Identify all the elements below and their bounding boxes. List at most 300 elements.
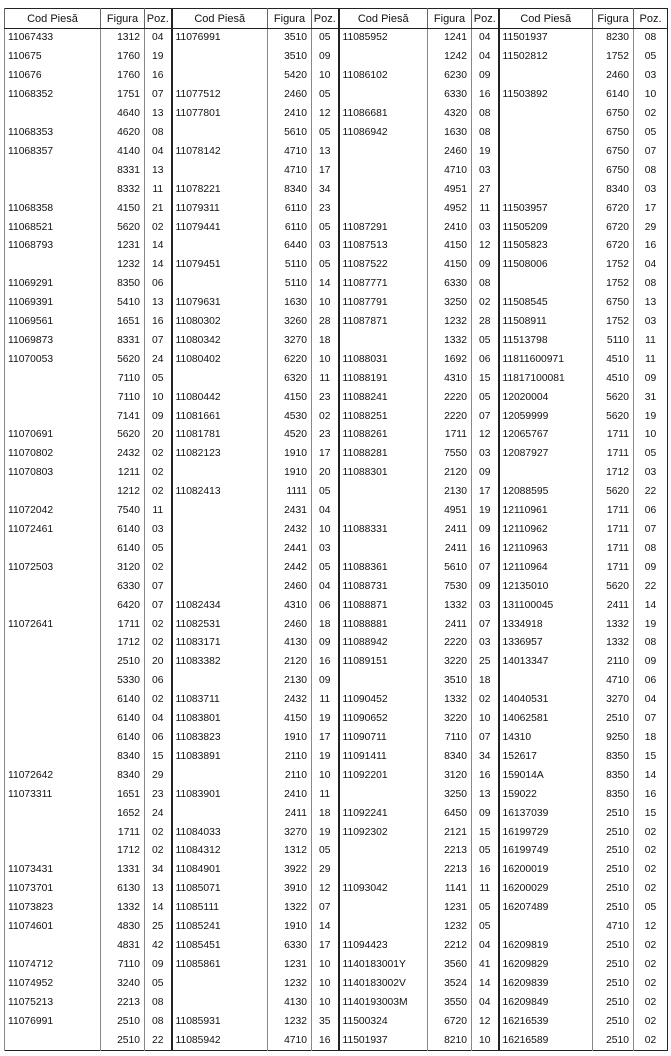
- part-code-cell: [5, 483, 101, 502]
- figure-cell: 3120: [428, 766, 472, 785]
- figure-cell: 4530: [268, 407, 312, 426]
- figure-cell: 1910: [268, 729, 312, 748]
- position-cell: 11: [312, 691, 339, 710]
- figure-cell: 3550: [428, 993, 472, 1012]
- table-row: [5, 369, 668, 388]
- position-cell: 07: [145, 577, 172, 596]
- part-code-cell: 16209819: [499, 937, 593, 956]
- part-code-cell: [339, 842, 428, 861]
- position-cell: 07: [145, 596, 172, 615]
- figure-cell: 3510: [268, 48, 312, 67]
- position-cell: 11: [634, 350, 668, 369]
- part-code-cell: 16137039: [499, 804, 593, 823]
- part-code-cell: 11068358: [5, 199, 101, 218]
- part-code-cell: [499, 464, 593, 483]
- position-cell: 28: [472, 313, 499, 332]
- position-cell: 11: [634, 332, 668, 351]
- table-row: [5, 974, 668, 993]
- position-cell: 08: [634, 275, 668, 294]
- part-code-cell: 11082531: [172, 615, 268, 634]
- position-cell: 09: [634, 558, 668, 577]
- position-cell: 10: [472, 710, 499, 729]
- position-cell: 20: [145, 653, 172, 672]
- part-code-cell: 1140183001Y: [339, 955, 428, 974]
- figure-cell: 2411: [428, 615, 472, 634]
- position-cell: 02: [312, 407, 339, 426]
- figure-cell: 2432: [101, 445, 145, 464]
- part-code-cell: 11083823: [172, 729, 268, 748]
- part-code-cell: 11508911: [499, 313, 593, 332]
- position-cell: 14: [145, 256, 172, 275]
- part-code-cell: 11088241: [339, 388, 428, 407]
- position-cell: 09: [634, 653, 668, 672]
- figure-cell: 6220: [268, 350, 312, 369]
- table-row: [5, 142, 668, 161]
- position-cell: 10: [312, 993, 339, 1012]
- part-code-cell: [499, 275, 593, 294]
- part-code-cell: 11503957: [499, 199, 593, 218]
- part-code-cell: 11082123: [172, 445, 268, 464]
- position-cell: 14: [634, 596, 668, 615]
- position-cell: 18: [472, 672, 499, 691]
- figure-cell: 2411: [428, 521, 472, 540]
- position-cell: 02: [145, 823, 172, 842]
- table-row: [5, 842, 668, 861]
- figure-cell: 2431: [268, 502, 312, 521]
- part-code-cell: 11088301: [339, 464, 428, 483]
- figure-cell: 1752: [593, 256, 634, 275]
- part-code-cell: 11068353: [5, 124, 101, 143]
- position-cell: 22: [145, 1031, 172, 1050]
- position-cell: 08: [145, 124, 172, 143]
- position-cell: 07: [472, 558, 499, 577]
- table-row: [5, 918, 668, 937]
- position-cell: 02: [634, 955, 668, 974]
- figure-cell: 5110: [268, 275, 312, 294]
- figure-cell: 1232: [428, 313, 472, 332]
- position-cell: 28: [312, 313, 339, 332]
- part-code-cell: 11069873: [5, 332, 101, 351]
- part-code-cell: 11085451: [172, 937, 268, 956]
- column-header-poz: Poz.: [145, 9, 172, 29]
- position-cell: 12: [472, 426, 499, 445]
- part-code-cell: [339, 672, 428, 691]
- position-cell: 02: [145, 634, 172, 653]
- column-header-poz: Poz.: [634, 9, 668, 29]
- position-cell: 17: [312, 161, 339, 180]
- position-cell: 03: [312, 539, 339, 558]
- position-cell: 29: [145, 766, 172, 785]
- figure-cell: 3220: [428, 710, 472, 729]
- part-code-cell: 11085241: [172, 918, 268, 937]
- part-code-cell: 12020004: [499, 388, 593, 407]
- position-cell: 17: [634, 199, 668, 218]
- table-row: [5, 558, 668, 577]
- part-code-cell: 11076991: [172, 29, 268, 48]
- figure-cell: 3250: [428, 294, 472, 313]
- part-code-cell: 16200029: [499, 880, 593, 899]
- part-code-cell: [172, 502, 268, 521]
- part-code-cell: [499, 180, 593, 199]
- part-code-cell: 11505823: [499, 237, 593, 256]
- part-code-cell: 11087771: [339, 275, 428, 294]
- part-code-cell: 11079631: [172, 294, 268, 313]
- position-cell: 04: [145, 142, 172, 161]
- figure-cell: 4952: [428, 199, 472, 218]
- table-row: [5, 710, 668, 729]
- position-cell: 23: [145, 785, 172, 804]
- part-code-cell: 11069291: [5, 275, 101, 294]
- position-cell: 21: [145, 199, 172, 218]
- position-cell: 05: [472, 332, 499, 351]
- position-cell: 05: [312, 842, 339, 861]
- position-cell: 09: [472, 464, 499, 483]
- position-cell: 11: [472, 199, 499, 218]
- position-cell: 16: [145, 67, 172, 86]
- part-code-cell: 11080402: [172, 350, 268, 369]
- figure-cell: 6140: [101, 521, 145, 540]
- part-code-cell: 16209839: [499, 974, 593, 993]
- part-code-cell: 11088261: [339, 426, 428, 445]
- part-code-cell: 11093042: [339, 880, 428, 899]
- position-cell: 07: [145, 86, 172, 105]
- part-code-cell: 11069561: [5, 313, 101, 332]
- position-cell: 03: [312, 237, 339, 256]
- position-cell: 07: [472, 407, 499, 426]
- position-cell: 05: [312, 124, 339, 143]
- position-cell: 09: [634, 369, 668, 388]
- position-cell: 13: [634, 294, 668, 313]
- part-code-cell: 11079441: [172, 218, 268, 237]
- part-code-cell: 11068357: [5, 142, 101, 161]
- table-row: [5, 332, 668, 351]
- figure-cell: 2110: [593, 653, 634, 672]
- position-cell: 08: [634, 634, 668, 653]
- figure-cell: 2120: [428, 464, 472, 483]
- figure-cell: 4520: [268, 426, 312, 445]
- position-cell: 09: [312, 672, 339, 691]
- part-code-cell: 16199749: [499, 842, 593, 861]
- figure-cell: 5410: [101, 294, 145, 313]
- part-code-cell: 12088595: [499, 483, 593, 502]
- position-cell: 03: [472, 634, 499, 653]
- part-code-cell: [5, 653, 101, 672]
- part-code-cell: 11090452: [339, 691, 428, 710]
- column-header-figura: Figura: [593, 9, 634, 29]
- part-code-cell: 11086102: [339, 67, 428, 86]
- figure-cell: 6230: [428, 67, 472, 86]
- part-code-cell: 11078142: [172, 142, 268, 161]
- part-code-cell: 16209829: [499, 955, 593, 974]
- part-code-cell: [172, 804, 268, 823]
- position-cell: 06: [145, 275, 172, 294]
- figure-cell: 4710: [268, 142, 312, 161]
- position-cell: 02: [634, 842, 668, 861]
- part-code-cell: [339, 785, 428, 804]
- figure-cell: 1711: [101, 615, 145, 634]
- table-row: [5, 672, 668, 691]
- figure-cell: 4130: [268, 634, 312, 653]
- position-cell: 13: [145, 105, 172, 124]
- part-code-cell: [172, 993, 268, 1012]
- figure-cell: 1231: [428, 899, 472, 918]
- part-code-cell: 11083901: [172, 785, 268, 804]
- figure-cell: 2510: [593, 974, 634, 993]
- part-code-cell: 11084901: [172, 861, 268, 880]
- part-code-cell: 11090711: [339, 729, 428, 748]
- figure-cell: 4310: [268, 596, 312, 615]
- position-cell: 25: [472, 653, 499, 672]
- position-cell: 06: [472, 350, 499, 369]
- header-row: [5, 9, 668, 29]
- figure-cell: 1760: [101, 67, 145, 86]
- part-code-cell: 11092302: [339, 823, 428, 842]
- figure-cell: 1651: [101, 785, 145, 804]
- position-cell: 07: [312, 899, 339, 918]
- column-header-figura: Figura: [268, 9, 312, 29]
- position-cell: 09: [312, 634, 339, 653]
- part-code-cell: 12110964: [499, 558, 593, 577]
- part-code-cell: 11084033: [172, 823, 268, 842]
- figure-cell: 2460: [268, 577, 312, 596]
- position-cell: 02: [634, 105, 668, 124]
- figure-cell: 3260: [268, 313, 312, 332]
- part-code-cell: 11503892: [499, 86, 593, 105]
- table-row: [5, 823, 668, 842]
- table-row: [5, 445, 668, 464]
- part-code-cell: [172, 161, 268, 180]
- position-cell: 10: [312, 955, 339, 974]
- position-cell: 09: [472, 521, 499, 540]
- position-cell: 02: [145, 558, 172, 577]
- part-code-cell: 11087791: [339, 294, 428, 313]
- part-code-cell: 11085952: [339, 29, 428, 48]
- figure-cell: 6750: [593, 142, 634, 161]
- position-cell: 18: [312, 332, 339, 351]
- position-cell: 02: [634, 974, 668, 993]
- column-header-cod: Cod Piesă: [172, 9, 268, 29]
- figure-cell: 5620: [101, 426, 145, 445]
- figure-cell: 3510: [428, 672, 472, 691]
- part-code-cell: [172, 521, 268, 540]
- table-row: [5, 350, 668, 369]
- figure-cell: 6720: [593, 237, 634, 256]
- table-row: [5, 880, 668, 899]
- figure-cell: 1651: [101, 313, 145, 332]
- part-code-cell: 11082434: [172, 596, 268, 615]
- figure-cell: 1630: [428, 124, 472, 143]
- position-cell: 03: [472, 596, 499, 615]
- part-code-cell: [339, 332, 428, 351]
- table-row: [5, 105, 668, 124]
- position-cell: 08: [145, 1012, 172, 1031]
- position-cell: 20: [145, 426, 172, 445]
- figure-cell: 2220: [428, 407, 472, 426]
- part-code-cell: [5, 256, 101, 275]
- part-code-cell: 11067433: [5, 29, 101, 48]
- figure-cell: 4620: [101, 124, 145, 143]
- figure-cell: 8340: [101, 747, 145, 766]
- position-cell: 27: [472, 180, 499, 199]
- position-cell: 02: [634, 861, 668, 880]
- figure-cell: 1312: [101, 29, 145, 48]
- figure-cell: 6720: [428, 1012, 472, 1031]
- position-cell: 13: [145, 880, 172, 899]
- figure-cell: 8340: [268, 180, 312, 199]
- part-code-cell: [339, 861, 428, 880]
- figure-cell: 6330: [101, 577, 145, 596]
- part-code-cell: [5, 747, 101, 766]
- part-code-cell: 11088942: [339, 634, 428, 653]
- figure-cell: 2510: [593, 710, 634, 729]
- part-code-cell: 11077512: [172, 86, 268, 105]
- figure-cell: 2432: [268, 521, 312, 540]
- position-cell: 15: [634, 747, 668, 766]
- table-row: [5, 464, 668, 483]
- part-code-cell: [339, 918, 428, 937]
- figure-cell: 1241: [428, 29, 472, 48]
- figure-cell: 6110: [268, 218, 312, 237]
- part-code-cell: [5, 180, 101, 199]
- part-code-cell: 12065767: [499, 426, 593, 445]
- table-row: [5, 502, 668, 521]
- figure-cell: 6320: [268, 369, 312, 388]
- part-code-cell: 11074601: [5, 918, 101, 937]
- position-cell: 14: [312, 275, 339, 294]
- part-code-cell: [499, 124, 593, 143]
- part-code-cell: 11073311: [5, 785, 101, 804]
- figure-cell: 1232: [268, 974, 312, 993]
- part-code-cell: 11088361: [339, 558, 428, 577]
- part-code-cell: 11500324: [339, 1012, 428, 1031]
- figure-cell: 2510: [593, 804, 634, 823]
- figure-cell: 2442: [268, 558, 312, 577]
- figure-cell: 7540: [101, 502, 145, 521]
- position-cell: 19: [312, 747, 339, 766]
- figure-cell: 1231: [101, 237, 145, 256]
- position-cell: 07: [634, 521, 668, 540]
- position-cell: 12: [312, 880, 339, 899]
- position-cell: 08: [472, 105, 499, 124]
- position-cell: 11: [145, 180, 172, 199]
- part-code-cell: 11508545: [499, 294, 593, 313]
- table-row: [5, 899, 668, 918]
- figure-cell: 4710: [428, 161, 472, 180]
- part-code-cell: 11094423: [339, 937, 428, 956]
- figure-cell: 4150: [268, 710, 312, 729]
- figure-cell: 6140: [593, 86, 634, 105]
- figure-cell: 1212: [101, 483, 145, 502]
- figure-cell: 2510: [593, 993, 634, 1012]
- figure-cell: 1211: [101, 464, 145, 483]
- figure-cell: 1711: [593, 502, 634, 521]
- figure-cell: 6420: [101, 596, 145, 615]
- position-cell: 10: [634, 86, 668, 105]
- position-cell: 02: [145, 691, 172, 710]
- figure-cell: 1711: [428, 426, 472, 445]
- figure-cell: 2110: [268, 747, 312, 766]
- position-cell: 20: [312, 464, 339, 483]
- part-code-cell: 11502812: [499, 48, 593, 67]
- position-cell: 09: [145, 955, 172, 974]
- position-cell: 14: [145, 237, 172, 256]
- figure-cell: 3270: [593, 691, 634, 710]
- position-cell: 05: [312, 29, 339, 48]
- part-code-cell: [5, 161, 101, 180]
- figure-cell: 2121: [428, 823, 472, 842]
- figure-cell: 4150: [268, 388, 312, 407]
- position-cell: 04: [634, 691, 668, 710]
- position-cell: 02: [145, 483, 172, 502]
- figure-cell: 7110: [101, 369, 145, 388]
- part-code-cell: 11073823: [5, 899, 101, 918]
- figure-cell: 8350: [593, 766, 634, 785]
- figure-cell: 1652: [101, 804, 145, 823]
- position-cell: 19: [472, 502, 499, 521]
- column-header-cod: Cod Piesă: [5, 9, 101, 29]
- part-code-cell: 11088331: [339, 521, 428, 540]
- position-cell: 10: [312, 67, 339, 86]
- figure-cell: 1322: [268, 899, 312, 918]
- figure-cell: 8340: [428, 747, 472, 766]
- position-cell: 02: [634, 1031, 668, 1050]
- position-cell: 16: [634, 785, 668, 804]
- position-cell: 03: [634, 67, 668, 86]
- position-cell: 18: [634, 729, 668, 748]
- position-cell: 05: [472, 388, 499, 407]
- column-header-cod: Cod Piesă: [499, 9, 593, 29]
- figure-cell: 1711: [593, 521, 634, 540]
- part-code-cell: 11092201: [339, 766, 428, 785]
- position-cell: 14: [145, 899, 172, 918]
- figure-cell: 4640: [101, 105, 145, 124]
- position-cell: 17: [312, 445, 339, 464]
- position-cell: 12: [312, 105, 339, 124]
- figure-cell: 2432: [268, 691, 312, 710]
- figure-cell: 1332: [428, 332, 472, 351]
- position-cell: 16: [312, 653, 339, 672]
- part-code-cell: [172, 67, 268, 86]
- part-code-cell: 16216539: [499, 1012, 593, 1031]
- position-cell: 10: [634, 426, 668, 445]
- part-code-cell: [5, 823, 101, 842]
- position-cell: 05: [634, 124, 668, 143]
- part-code-cell: 11080442: [172, 388, 268, 407]
- position-cell: 05: [312, 483, 339, 502]
- figure-cell: 2213: [428, 842, 472, 861]
- part-code-cell: 11811600971: [499, 350, 593, 369]
- table-row: [5, 521, 668, 540]
- figure-cell: 1111: [268, 483, 312, 502]
- part-code-cell: [5, 842, 101, 861]
- part-code-cell: [5, 691, 101, 710]
- part-code-cell: 11070802: [5, 445, 101, 464]
- figure-cell: 6440: [268, 237, 312, 256]
- table-row: [5, 218, 668, 237]
- position-cell: 17: [312, 729, 339, 748]
- part-code-cell: 11070691: [5, 426, 101, 445]
- figure-cell: 8340: [101, 766, 145, 785]
- part-code-cell: 1334918: [499, 615, 593, 634]
- position-cell: 12: [472, 237, 499, 256]
- figure-cell: 4831: [101, 937, 145, 956]
- figure-cell: 2510: [593, 1031, 634, 1050]
- figure-cell: 5620: [593, 577, 634, 596]
- part-code-cell: 11073701: [5, 880, 101, 899]
- part-code-cell: 11501937: [339, 1031, 428, 1050]
- position-cell: 04: [145, 29, 172, 48]
- figure-cell: 8350: [101, 275, 145, 294]
